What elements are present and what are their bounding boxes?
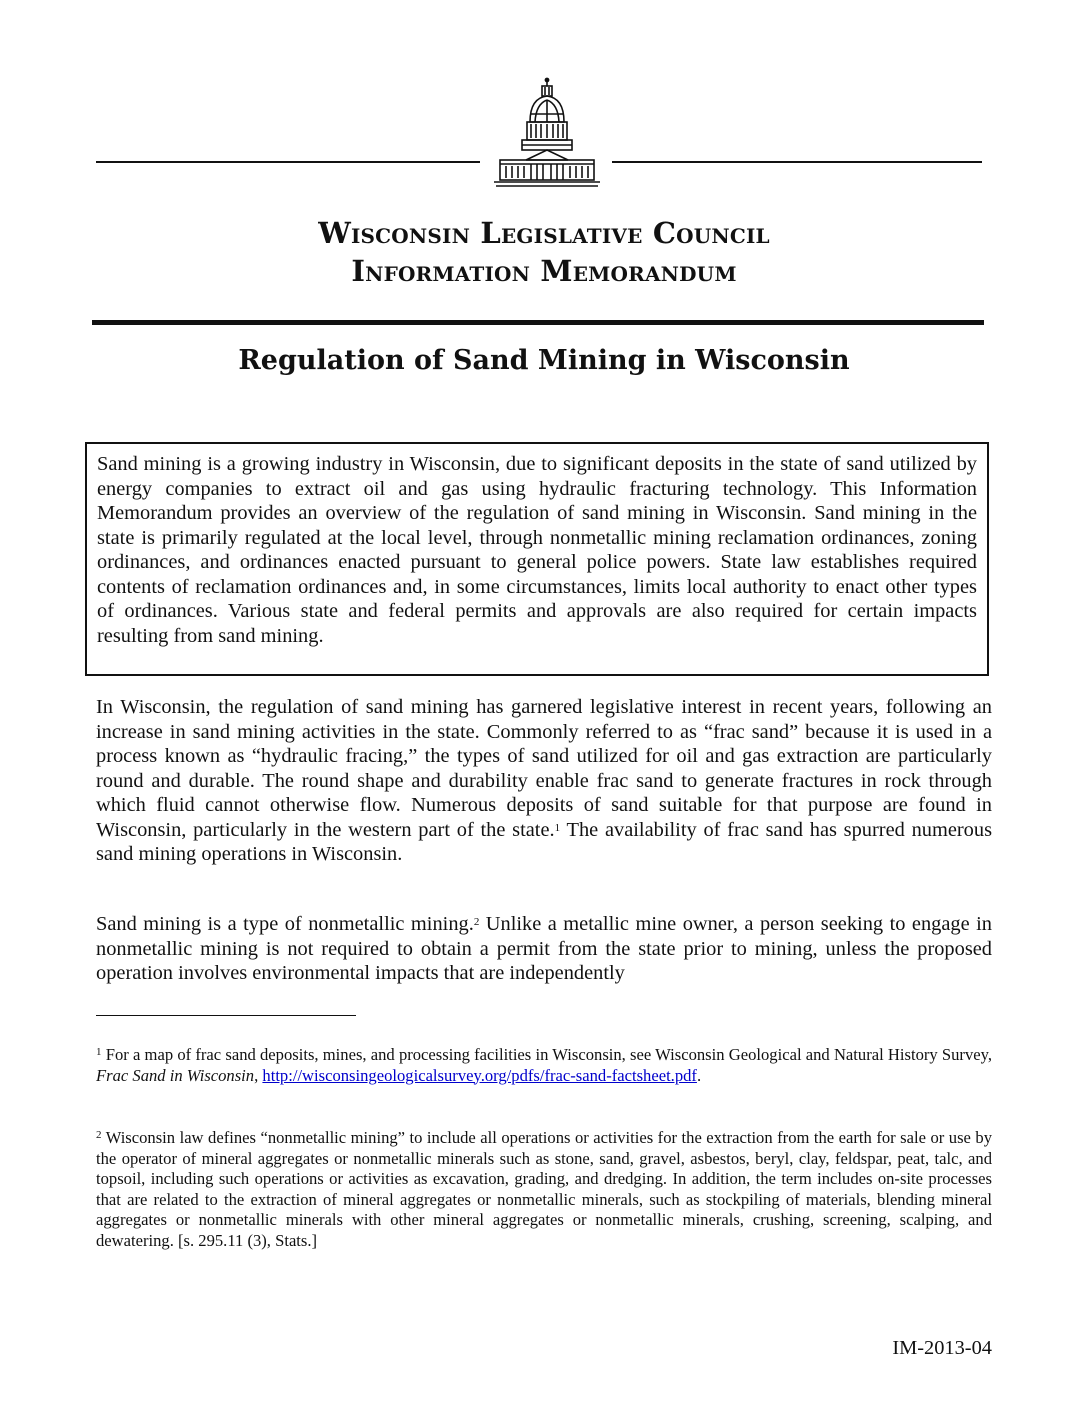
footnote-number: 2 (96, 1129, 102, 1141)
footnote-2 (96, 1128, 992, 1251)
header-rule-right (612, 161, 982, 163)
memo-number: IM-2013-04 (892, 1337, 992, 1359)
footnote-number: 1 (96, 1046, 102, 1058)
paragraph-2-text-end: Unlike a metallic mine owner, a person seeking to engage in nonmetallic mining is not required to obtain a permit from the state prior to mining, unless the proposed operation involves environmental impacts that are independently (96, 913, 992, 984)
footnote-1-end: . (696, 1065, 702, 1085)
capitol-dome-icon (494, 76, 600, 190)
footnote-1-link[interactable]: http://wisconsingeologicalsurvey.org/pdfs/frac-sand-factsheet.pdf (262, 1065, 697, 1085)
council-heading-line2: Information Memorandum (351, 254, 737, 288)
body-paragraph-2 (96, 912, 992, 986)
footnote-1 (96, 1045, 992, 1086)
footnote-ref-2[interactable]: 2 (473, 916, 480, 928)
body-paragraph-1 (96, 695, 992, 867)
heading-divider (92, 320, 984, 325)
council-heading (0, 214, 1088, 290)
footnote-2-text: Wisconsin law defines “nonmetallic mining” to include all operations or activities for the extraction from the earth for sale or use by the operator of mineral aggregates or nonmetallic minerals such as stone, sand, gravel, asbestos, beryl, clay, feldspar, peat, talc, and topsoil, including such operations or activities as excavation, grading, and dredging. In addition, the term includes on-site processes that are related to the extraction of mineral aggregates or nonmetallic minerals, such as stockpiling of materials, blending mineral aggregates or nonmetallic minerals with other mineral aggregates or nonmetallic minerals, crushing, screening, scalping, and dewatering. [s. 295.11 (3), Stats.] (96, 1128, 992, 1250)
footnote-ref-1[interactable]: 1 (554, 821, 561, 834)
summary-box (85, 442, 989, 676)
footnote-1-separator: , (254, 1065, 263, 1085)
footnote-1-text: For a map of frac sand deposits, mines, and processing facilities in Wisconsin, see Wisconsin Geological and Natural History Survey, (101, 1045, 992, 1064)
footnote-separator (96, 1015, 356, 1016)
header-rule-left (96, 161, 480, 163)
council-heading-line1: Wisconsin Legislative Council (318, 216, 770, 250)
paragraph-2-text: Sand mining is a type of nonmetallic mining. (96, 913, 474, 935)
document-title: Regulation of Sand Mining in Wisconsin (238, 345, 850, 376)
footnote-1-publication-title: Frac Sand in Wisconsin (96, 1065, 255, 1085)
paragraph-1-text: In Wisconsin, the regulation of sand mining has garnered legislative interest in recent years, following an increase in sand mining activities in the state. Commonly referred to as “frac sand” because it is used in a process known as “hydraulic fracing,” the types of sand utilized for oil and gas extraction are particularly round and durable. The round shape and durability enable frac sand to generate fractures in rock through which fluid cannot otherwise flow. Numerous deposits of sand suitable for that purpose are found in Wisconsin, particularly in the western part of the state. (96, 696, 992, 841)
summary-text: Sand mining is a growing industry in Wisconsin, due to significant deposits in the state of sand utilized by energy companies to extract oil and gas using hydraulic fracturing technology. This Information Memorandum provides an overview of the regulation of sand mining in Wisconsin. Sand mining in the state is primarily regulated at the local level, through nonmetallic mining reclamation ordinances, zoning ordinances, and ordinances enacted pursuant to general police powers. State law establishes required contents of reclamation ordinances and, in some circumstances, limits local authority to enact other types of ordinances. Various state and federal permits and approvals are also required for certain impacts resulting from sand mining. (97, 453, 977, 647)
paragraph-1-text-end: The availability of frac sand has spurred numerous sand mining operations in Wisconsin. (96, 818, 993, 865)
